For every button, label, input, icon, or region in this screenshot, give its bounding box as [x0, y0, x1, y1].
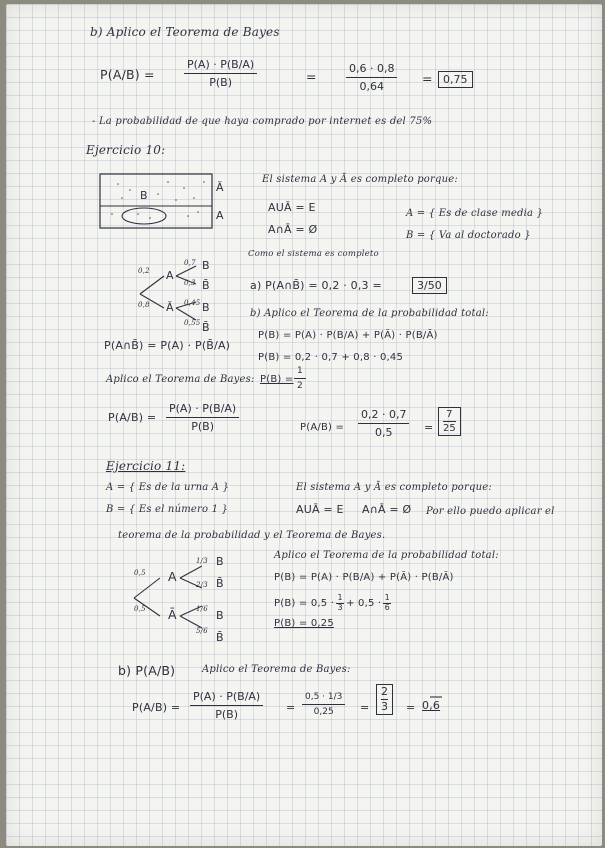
tree-leaf-bbar: B̄: [202, 279, 210, 292]
calc-num: 0,2 · 0,7: [361, 408, 407, 421]
bayes-formula-den: P(B): [215, 708, 238, 721]
total-prob-heading: b) Aplico el Teorema de la probabilidad total:: [250, 308, 489, 319]
union-eq: AUĀ = E: [296, 503, 344, 516]
calc-num: 0,5 · 1/3: [305, 692, 343, 702]
boxed-result: 0,75: [438, 71, 473, 88]
eq-sign: =: [424, 421, 434, 434]
pb-result-den: 2: [297, 381, 303, 391]
eq-sign: =: [406, 701, 416, 714]
tree-leaf-b: B: [216, 609, 224, 622]
frac-num: 1: [337, 593, 343, 602]
pb-calc-start: P(B) = 0,5 ·: [274, 597, 335, 609]
union-eq: AUĀ = E: [268, 201, 316, 214]
total-prob-heading: Aplico el Teorema de la probabilidad total:: [274, 550, 499, 561]
eq-sign: =: [422, 71, 433, 86]
def-b: B = { Es el número 1 }: [106, 504, 229, 515]
tree-leaf-b: B: [202, 259, 210, 272]
def-a: A = { Es de clase media }: [406, 208, 544, 219]
tree-leaf-b: B: [216, 555, 224, 568]
calc-fraction: [302, 692, 345, 717]
bayes-calc-num: 0,6 · 0,8: [349, 62, 395, 75]
intersection-eq: A∩Ā = Ø: [362, 503, 412, 516]
tree-prob-bbar-a: 2/3: [196, 581, 208, 589]
exercise-10-heading: Ejercicio 10:: [86, 143, 166, 157]
tree-node-abar: Ā: [166, 301, 174, 314]
result-num: 7: [446, 409, 453, 420]
eq-sign: =: [306, 69, 317, 84]
tree-node-abar: Ā: [168, 607, 177, 622]
eq-sign: =: [360, 701, 370, 714]
pab-formula: P(A∩B̄) = P(A) · P(B̄/A): [104, 339, 231, 352]
system-complete-text: El sistema A y Ā es completo porque:: [262, 174, 458, 185]
pb-calc: P(B) = 0,2 · 0,7 + 0,8 · 0,45: [258, 352, 404, 363]
decimal-result: 0,6: [422, 699, 441, 712]
complete-note: Como el sistema es completo: [248, 249, 379, 259]
bayes-formula-num: P(A) · P(B/A): [187, 58, 255, 71]
tree-prob-bbar-abar: 5/6: [196, 627, 208, 635]
bayes-lhs: P(A/B) =: [108, 411, 157, 424]
def-b: B = { Va al doctorado }: [406, 230, 531, 241]
tree-prob-abar: 0,8: [138, 301, 150, 309]
pb-result-num: 1: [297, 366, 303, 376]
frac-1-6: [383, 594, 391, 613]
intersection-eq: A∩Ā = Ø: [268, 223, 318, 236]
conclusion-text: - La probabilidad de que haya comprado por internet es del 75%: [92, 116, 433, 127]
system-complete-text: El sistema A y Ā es completo porque:: [296, 482, 492, 493]
pb-formula: P(B) = P(A) · P(B/A) + P(Ā) · P(B/Ā): [274, 572, 454, 583]
venn-label-abar: Ā: [216, 181, 224, 194]
bayes-calc-den: 0,64: [359, 80, 384, 93]
part-a-calc: a) P(A∩B̄) = 0,2 · 0,3 =: [250, 279, 382, 292]
bayes-formula-den: P(B): [191, 420, 214, 433]
tree-prob-a: 0,2: [138, 267, 150, 275]
bayes-formula-num: P(A) · P(B/A): [169, 402, 237, 415]
por-ello-text: Por ello puedo aplicar el: [426, 506, 555, 517]
venn-label-a: A: [216, 209, 224, 222]
tree-leaf-b: B: [202, 301, 210, 314]
bayes-lhs: P(A/B) =: [132, 701, 181, 714]
tree-prob-b-abar: 0,45: [184, 299, 201, 307]
bayes-text: Aplico el Teorema de Bayes:: [106, 374, 255, 385]
tree-node-a: A: [166, 269, 174, 282]
bayes-formula-fraction: [190, 690, 263, 721]
frac-den: 6: [384, 602, 390, 612]
tree-prob-abar: 0,5: [134, 605, 146, 613]
calc-fraction: [358, 408, 409, 439]
result-num: 2: [381, 685, 388, 698]
part-a-result: 3/50: [412, 277, 447, 294]
bayes-formula-fraction: [184, 58, 257, 89]
def-a: A = { Es de la urna A }: [106, 482, 230, 493]
venn-label-b: B: [140, 189, 148, 202]
tree-prob-bbar-abar: 0,55: [184, 319, 201, 327]
bayes-heading: b) Aplico el Teorema de Bayes: [90, 25, 280, 39]
tree-leaf-bbar: B̄: [202, 321, 210, 334]
venn-diagram: [98, 168, 238, 238]
bayes-formula-den: P(B): [209, 76, 232, 89]
tree-prob-bbar-a: 0,3: [184, 279, 196, 287]
pb-calc-mid: + 0,5 ·: [346, 597, 382, 609]
tree-leaf-bbar: B̄: [216, 631, 224, 644]
tree-prob-b-a: 1/3: [196, 557, 208, 565]
pb-result-fraction: [294, 366, 306, 391]
calc-den: 0,5: [374, 426, 393, 439]
frac-den: 3: [337, 602, 343, 612]
pb-result-lhs: P(B) =: [260, 374, 294, 385]
eq-sign: =: [286, 701, 296, 714]
tree-prob-b-abar: 1/6: [196, 605, 208, 613]
bayes-text: Aplico el Teorema de Bayes:: [202, 664, 351, 675]
result-den: 3: [381, 700, 388, 714]
boxed-result: [376, 684, 393, 715]
pb-result: P(B) = 0,25: [274, 618, 334, 629]
tree-node-a: A: [168, 569, 177, 584]
notebook-page: [6, 4, 602, 846]
frac-num: 1: [384, 593, 390, 602]
bayes-formula-num: P(A) · P(B/A): [193, 690, 261, 703]
tree-prob-a: 0,5: [134, 569, 146, 577]
tree-leaf-bbar: B̄: [216, 577, 224, 590]
frac-1-3: [336, 594, 344, 613]
boxed-result: [438, 407, 461, 436]
bayes-calc-fraction: [346, 62, 397, 93]
tree-prob-b-a: 0,7: [184, 259, 196, 267]
pb-formula: P(B) = P(A) · P(B/A) + P(Ā) · P(B/Ā): [258, 330, 438, 341]
pb-calc: [274, 594, 393, 613]
exercise-11-heading: Ejercicio 11:: [106, 459, 186, 473]
part-b-heading: b) P(A/B): [118, 663, 176, 678]
theorem-line: teorema de la probabilidad y el Teorema de Bayes.: [118, 530, 386, 541]
bayes-lhs: P(A/B) =: [100, 67, 155, 82]
calc-lhs: P(A/B) =: [300, 422, 345, 433]
bayes-formula-fraction: [166, 402, 239, 433]
calc-den: 0,25: [313, 707, 334, 717]
result-den: 25: [443, 423, 456, 434]
repeating-bar-icon: [430, 694, 444, 700]
